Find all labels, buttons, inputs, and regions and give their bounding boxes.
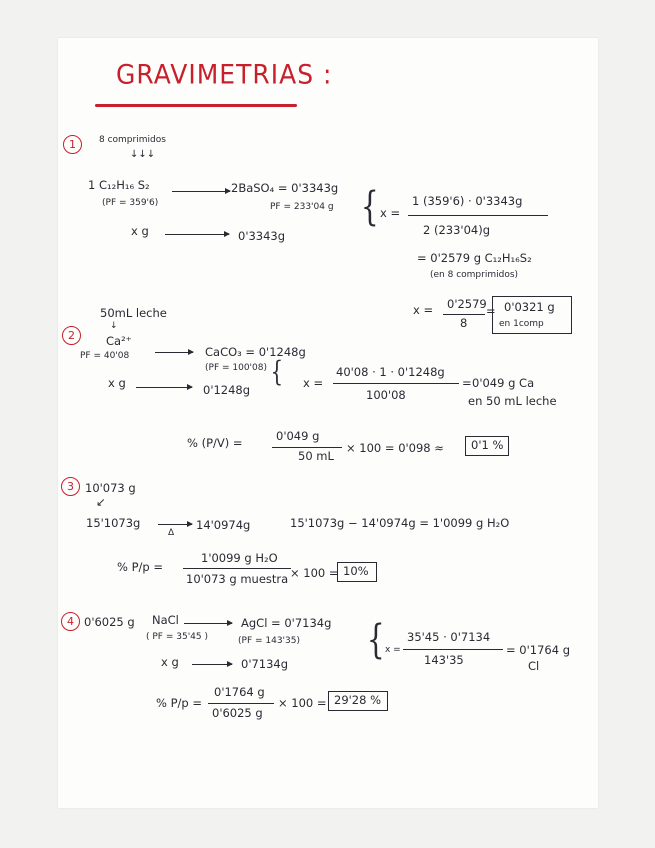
- p4-x-denominator: 143'35: [424, 653, 464, 667]
- p4-brace: {: [366, 617, 385, 663]
- p1-per-numerator: 0'2579: [447, 297, 487, 311]
- p1-per-fraction-line: [443, 314, 485, 315]
- p2-brace: {: [270, 355, 284, 388]
- p2-x-label: x =: [303, 376, 324, 390]
- p4-pp-denominator: 0'6025 g: [212, 706, 263, 720]
- p3-delta: Δ: [168, 528, 175, 538]
- p4-fraction-line: [208, 703, 274, 704]
- p1-per-denominator: 8: [460, 316, 468, 330]
- p2-x-denominator: 100'08: [366, 388, 406, 402]
- p1-result: = 0'2579 g C₁₂H₁₆S₂: [417, 251, 532, 265]
- p4-fraction-line: [403, 649, 503, 650]
- p4-x-numerator: 35'45 · 0'7134: [407, 630, 491, 644]
- p2-x-equals: =: [462, 376, 472, 390]
- p1-answer-note: en 1comp: [499, 319, 544, 329]
- p1-x-numerator: 1 (359'6) · 0'3343g: [412, 194, 523, 208]
- p1-product: 2BaSO₄ = 0'3343g: [231, 181, 339, 195]
- p1-answer-value: 0'0321 g: [504, 300, 555, 314]
- p3-diff: 15'1073g − 14'0974g = 1'0099 g H₂O: [290, 516, 510, 530]
- p2-pv-fraction-line: [272, 447, 342, 448]
- p2-milk: 50mL leche: [100, 306, 167, 320]
- p3-m1: 15'1073g: [86, 516, 141, 530]
- p2-pv-label: % (P/V) =: [187, 436, 243, 450]
- p3-m2: 14'0974g: [196, 518, 251, 532]
- p1-x-label: x =: [380, 206, 401, 220]
- p2-pv-denominator: 50 mL: [298, 449, 334, 463]
- p4-answer-value: 29'28 %: [334, 693, 382, 707]
- p4-pf-product: (PF = 143'35): [238, 636, 300, 646]
- p1-mass: 0'3343g: [238, 229, 286, 243]
- p4-pp-multiply: × 100 =: [278, 696, 327, 710]
- p3-pp-label: % P/p =: [117, 560, 163, 574]
- p4-xg: x g: [161, 655, 179, 669]
- p3-pp-multiply: × 100 =: [290, 566, 339, 580]
- p2-arrow-2: [136, 387, 192, 388]
- p2-ion: Ca²⁺: [106, 334, 132, 348]
- p1-per-equals: =: [486, 304, 496, 318]
- p2-x-numerator: 40'08 · 1 · 0'1248g: [336, 365, 445, 379]
- problem-4-number: 4: [61, 612, 80, 631]
- p2-product: CaCO₃ = 0'1248g: [205, 345, 306, 359]
- p1-reactant: 1 C₁₂H₁₆ S₂: [88, 178, 150, 192]
- p4-x-label: x =: [385, 645, 401, 655]
- p2-down-arrow: ↓: [110, 321, 118, 331]
- p2-x-note: en 50 mL leche: [468, 394, 557, 408]
- p4-x-unit: Cl: [528, 659, 540, 673]
- p2-xg: x g: [108, 376, 126, 390]
- p4-mass: 0'7134g: [241, 657, 289, 671]
- p4-x-result: = 0'1764 g: [506, 643, 570, 657]
- page-title: GRAVIMETRIAS :: [116, 59, 333, 90]
- problem-1-number: 1: [63, 135, 82, 154]
- p4-pp-numerator: 0'1764 g: [214, 685, 265, 699]
- problem-2-number: 2: [62, 326, 81, 345]
- p1-pf-reactant: (PF = 359'6): [102, 198, 159, 208]
- p2-fraction-line: [333, 383, 459, 384]
- p1-x-denominator: 2 (233'04)g: [423, 223, 490, 237]
- p4-product: AgCl = 0'7134g: [241, 616, 332, 630]
- p1-result-note: (en 8 comprimidos): [430, 270, 519, 280]
- p1-per-label: x =: [413, 303, 434, 317]
- problem-3-number: 3: [61, 477, 80, 496]
- p3-pp-denominator: 10'073 g muestra: [186, 572, 289, 586]
- p4-arrow-1: [184, 623, 232, 624]
- p1-down-arrows: ↓↓↓: [130, 149, 156, 160]
- p2-pv-numerator: 0'049 g: [276, 429, 320, 443]
- p1-pf-product: PF = 233'04 g: [270, 202, 334, 212]
- title-underline: [95, 104, 297, 107]
- p3-pp-numerator: 1'0099 g H₂O: [201, 551, 278, 565]
- p3-arrow-1: [158, 524, 192, 525]
- p3-start: 10'073 g: [85, 481, 136, 495]
- p2-pf-ion: PF = 40'08: [80, 351, 130, 361]
- p3-arrow: ↙: [96, 495, 106, 509]
- p2-mass: 0'1248g: [203, 383, 251, 397]
- p1-brace: {: [360, 184, 379, 230]
- p1-arrow-1: [172, 191, 230, 192]
- p4-reactant: NaCl: [152, 613, 179, 627]
- p4-pf-reactant: ( PF = 35'45 ): [146, 632, 208, 642]
- p1-arrow-2: [165, 234, 229, 235]
- p2-arrow-1: [155, 352, 193, 353]
- p1-intro: 8 comprimidos: [99, 135, 166, 145]
- p4-pp-label: % P/p =: [156, 696, 202, 710]
- p2-x-result: 0'049 g Ca: [472, 376, 535, 390]
- p4-arrow-2: [192, 664, 232, 665]
- p3-fraction-line: [183, 568, 291, 569]
- p2-pf-product: (PF = 100'08): [205, 363, 267, 373]
- p2-pv-multiply: × 100 = 0'098 ≈: [346, 441, 444, 455]
- p1-fraction-line: [408, 215, 548, 216]
- p2-answer-value: 0'1 %: [471, 438, 504, 452]
- p1-xg: x g: [131, 224, 149, 238]
- p4-start: 0'6025 g: [84, 615, 135, 629]
- p3-answer-value: 10%: [343, 564, 369, 578]
